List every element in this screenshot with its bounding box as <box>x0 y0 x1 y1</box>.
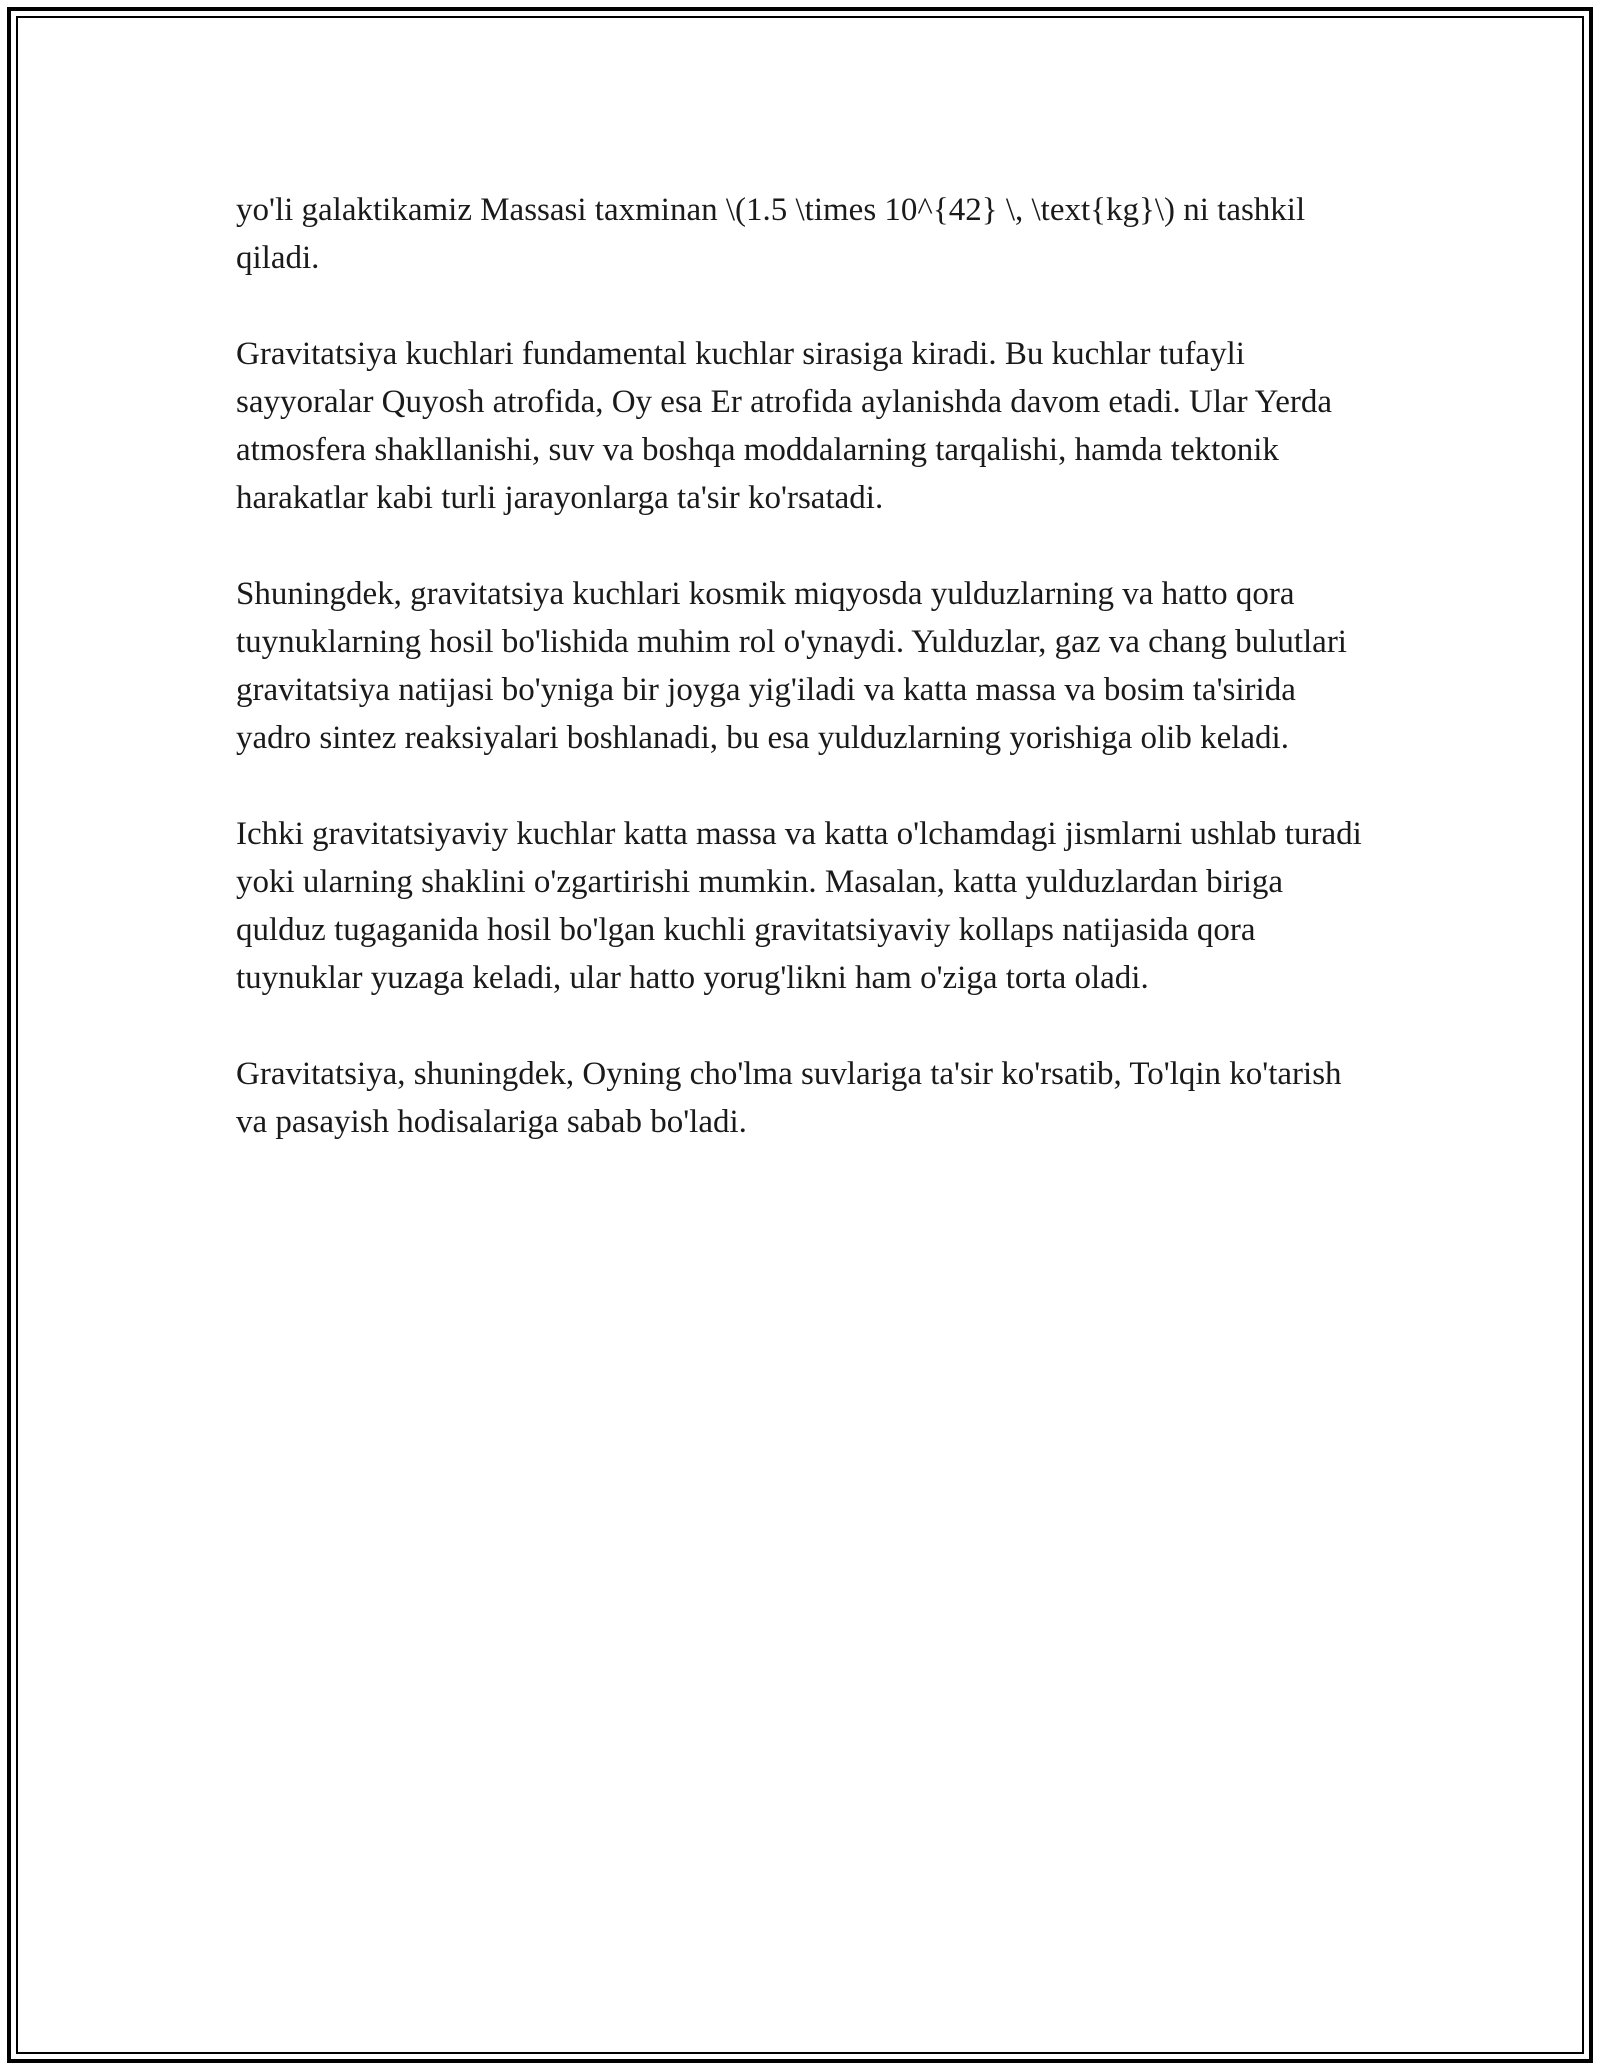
paragraph-3: Shuningdek, gravitatsiya kuchlari kosmik miqyosda yulduzlarning va hatto qora tuynuklarning hosil bo'lishida muhim rol o'ynaydi. Yulduzlar, gaz va chang bulutlari gravitatsiya natijasi bo'yniga bir joyga yig'iladi va katta massa va bosim ta'sirida yadro sintez reaksiyalari boshlanadi, bu esa yulduzlarning yorishiga olib keladi. <box>236 576 1347 756</box>
document-body <box>236 186 1376 1194</box>
paragraph-5: Gravitatsiya, shuningdek, Oyning cho'lma suvlariga ta'sir ko'rsatib, To'lqin ko'tarish va pasayish hodisalariga sabab bo'ladi. <box>236 1056 1342 1140</box>
paragraph-1: yo'li galaktikamiz Massasi taxminan \(1.5 \times 10^{42} \, \text{kg}\) ni tashkil qiladi. <box>236 192 1306 276</box>
paragraph-4: Ichki gravitatsiyaviy kuchlar katta massa va katta o'lchamdagi jismlarni ushlab turadi yoki ularning shaklini o'zgartirishi mumkin. Masalan, katta yulduzlardan biriga qulduz tugaganida hosil bo'lgan kuchli gravitatsiyaviy kollaps natijasida qora tuynuklar yuzaga keladi, ular hatto yorug'likni ham o'ziga torta oladi. <box>236 816 1362 996</box>
paragraph-2: Gravitatsiya kuchlari fundamental kuchlar sirasiga kiradi. Bu kuchlar tufayli sayyoralar Quyosh atrofida, Oy esa Er atrofida aylanishda davom etadi. Ular Yerda atmosfera shakllanishi, suv va boshqa moddalarning tarqalishi, hamda tektonik harakatlar kabi turli jarayonlarga ta'sir ko'rsatadi. <box>236 336 1332 516</box>
